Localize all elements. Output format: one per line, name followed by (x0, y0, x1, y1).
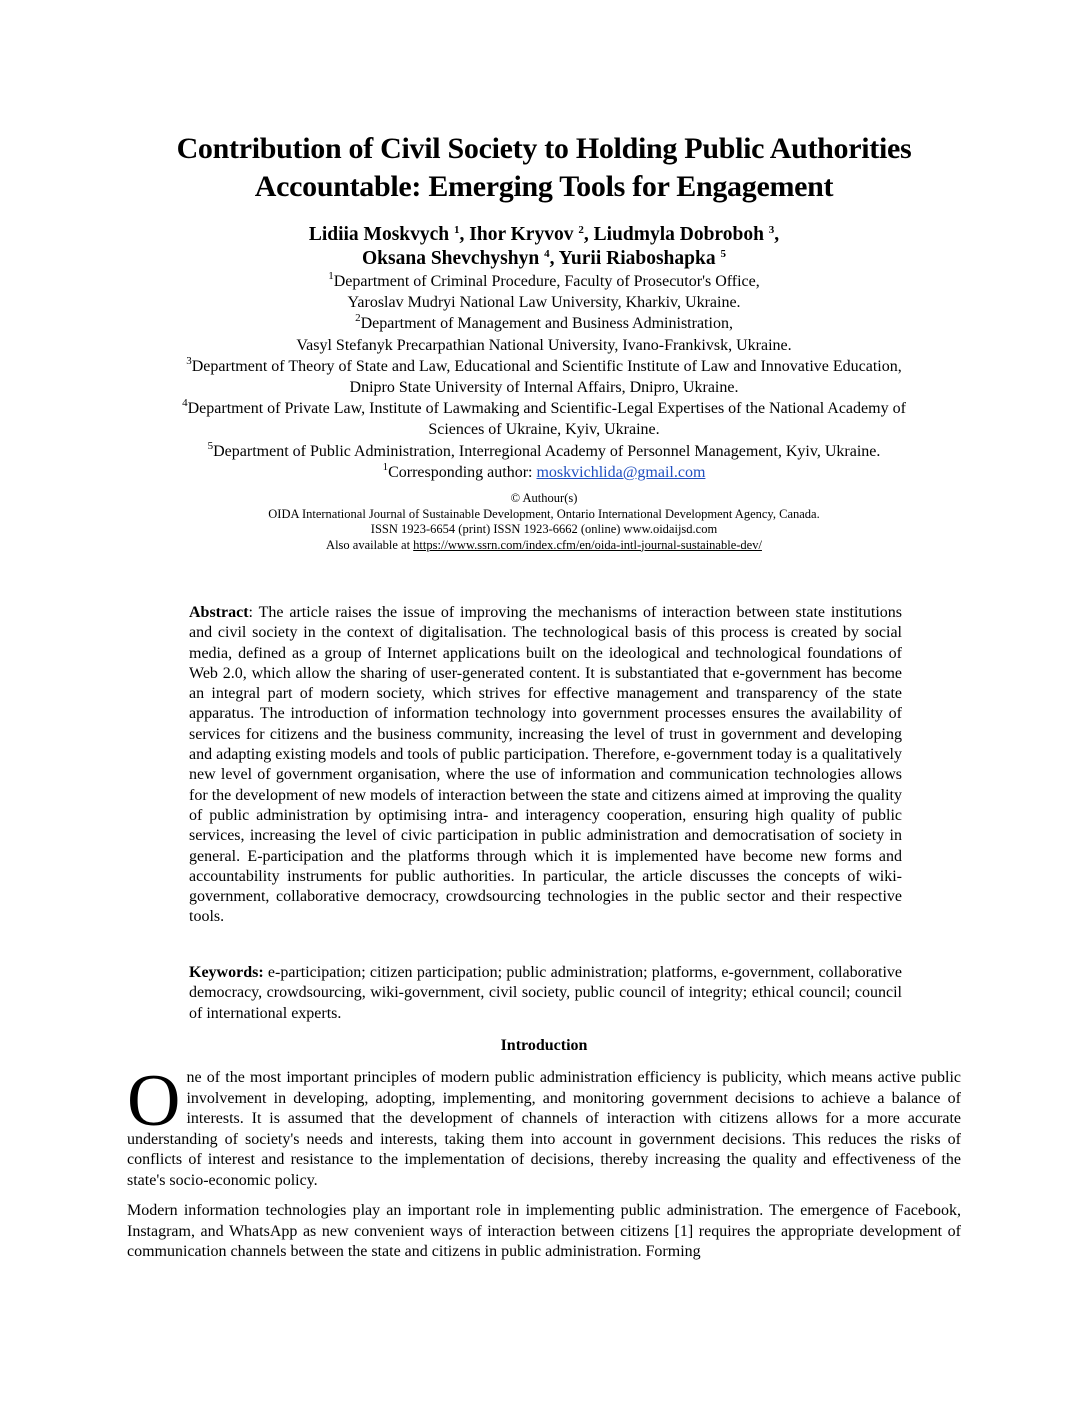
corresponding-label: Corresponding author: (388, 463, 537, 481)
abstract (189, 603, 902, 928)
author-separator: , (583, 224, 594, 245)
keywords (189, 963, 902, 1024)
author-name: Ihor Kryvov (469, 224, 579, 245)
title-line-2: Accountable: Emerging Tools for Engagement (254, 170, 834, 203)
availability-label: Also available at (326, 537, 414, 552)
author-name: Oksana Shevchyshyn (362, 248, 545, 269)
drop-cap: O (127, 1060, 181, 1142)
affiliation-4-cont: Sciences of Ukraine, Kyiv, Ukraine. (428, 421, 660, 439)
intro-paragraph-2: Modern information technologies play an important role in implementing public administration. The emergence of Facebook, Instagram, and WhatsApp as new convenient ways of interaction between citizens [1] requires the appropriate development of communication channels between the state and citizens in public administration. Forming (127, 1202, 961, 1260)
author-affiliation-mark: 5 (720, 248, 726, 260)
affiliation-mark: 3 (186, 354, 192, 367)
section-heading-introduction: Introduction (500, 1037, 588, 1054)
abstract-label: Abstract (189, 604, 249, 621)
affiliations (100, 271, 988, 483)
author-separator: , (774, 224, 780, 245)
author-affiliation-mark: 3 (768, 224, 775, 236)
introduction-body (127, 1060, 961, 1273)
author-line-2 (100, 247, 988, 271)
journal-availability (100, 538, 988, 554)
author-line-1 (100, 223, 988, 247)
affiliation-mark: 1 (382, 460, 389, 473)
author-separator: , (459, 224, 470, 245)
author-affiliation-mark: 4 (544, 248, 550, 260)
author-separator: , (549, 248, 559, 269)
intro-paragraph-1 (127, 1060, 961, 1191)
affiliation-text: Department of Management and Business Administration, (360, 315, 733, 333)
author-name: Liudmyla Dobroboh (593, 224, 769, 245)
affiliation-mark: 2 (355, 312, 361, 325)
title-line-1: Contribution of Civil Society to Holding Public Authorities (176, 132, 912, 165)
corresponding-author (100, 462, 988, 483)
corresponding-email-link[interactable]: moskvichlida@gmail.com (536, 463, 706, 481)
author-name: Yurii Riaboshapka (558, 248, 721, 269)
affiliation-mark: 4 (182, 397, 188, 410)
journal-name: OIDA International Journal of Sustainable Development, Ontario International Development Agency, Canada. (268, 506, 820, 521)
author-name: Lidiia Moskvych (308, 224, 455, 245)
paper-title (100, 130, 988, 206)
author-list (100, 223, 988, 271)
affiliation-2 (100, 313, 988, 334)
keywords-text: e-participation; citizen participation; public administration; platforms, e-government, collaborative democracy, crowdsourcing, wiki-government, civil society, public council of integrity; ethical council; council of international experts. (189, 964, 902, 1022)
affiliation-1-cont: Yaroslav Mudryi National Law University, Kharkiv, Ukraine. (347, 294, 741, 312)
affiliation-2-cont: Vasyl Stefanyk Precarpathian National University, Ivano-Frankivsk, Ukraine. (296, 336, 792, 354)
copyright-notice: © Authour(s) (510, 491, 578, 505)
affiliation-3-cont: Dnipro State University of Internal Affairs, Dnipro, Ukraine. (349, 379, 739, 397)
affiliation-text: Department of Theory of State and Law, Educational and Scientific Institute of Law and Innovative Education, (191, 357, 902, 375)
intro-paragraph-1-text: ne of the most important principles of modern public administration efficiency is publicity, which means active public involvement in developing, adopting, implementing, and monitoring government decisions to achieve a balance of interests. It is assumed that the development of channels of interaction with citizens allows for a more accurate understanding of society's needs and interests, taking them into account in government decisions. This reduces the risks of conflicts of interest and resistance to the implementation of decisions, thereby increasing the quality and effectiveness of the state's socio-economic policy. (127, 1069, 961, 1189)
affiliation-1 (100, 271, 988, 292)
author-affiliation-mark: 1 (454, 224, 460, 236)
ssrn-link[interactable]: https://www.ssrn.com/index.cfm/en/oida-intl-journal-sustainable-dev/ (413, 537, 762, 552)
affiliation-3 (100, 356, 988, 377)
affiliation-4 (100, 398, 988, 419)
journal-info (100, 491, 988, 553)
affiliation-5 (100, 441, 988, 462)
affiliation-text: Department of Private Law, Institute of Lawmaking and Scientific-Legal Expertises of the National Academy of (187, 400, 906, 418)
affiliation-mark: 5 (207, 439, 214, 452)
journal-issn: ISSN 1923-6654 (print) ISSN 1923-6662 (online) www.oidaijsd.com (370, 522, 718, 536)
author-affiliation-mark: 2 (578, 224, 584, 236)
abstract-text: : The article raises the issue of improving the mechanisms of interaction between state institutions and civil society in the context of digitalisation. The technological basis of this process is created by social media, defined as a group of Internet applications built on the ideological and technological foundations of Web 2.0, which allow the sharing of user-generated content. It is substantiated that e-government has become an integral part of modern society, which strives for effective management and transparency of the state apparatus. The introduction of information technology into government processes ensures the availability of services for citizens and the business community, increasing the level of trust in government and developing and adapting existing models and tools of public participation. Therefore, e-government today is a qualitatively new level of government organisation, where the use of information and communication technologies allows for the development of new models of interaction between the state and citizens aimed at improving the quality of public administration by optimising intra- and interagency cooperation, ensuring high quality of public services, increasing the level of civic participation in public administration and democratisation of society in general. E-participation and the platforms through which it is implemented have become new forms and accountability instruments for public authorities. In particular, the article discusses the concepts of wiki-government, collaborative democracy, crowdsourcing technologies in the public sector and their respective tools. (189, 604, 902, 926)
keywords-label: Keywords: (189, 964, 264, 981)
affiliation-mark: 1 (328, 270, 334, 282)
affiliation-text: Department of Criminal Procedure, Faculty of Prosecutor's Office, (333, 273, 760, 290)
affiliation-text: Department of Public Administration, Interregional Academy of Personnel Management, Kyiv, Ukraine. (213, 442, 881, 460)
